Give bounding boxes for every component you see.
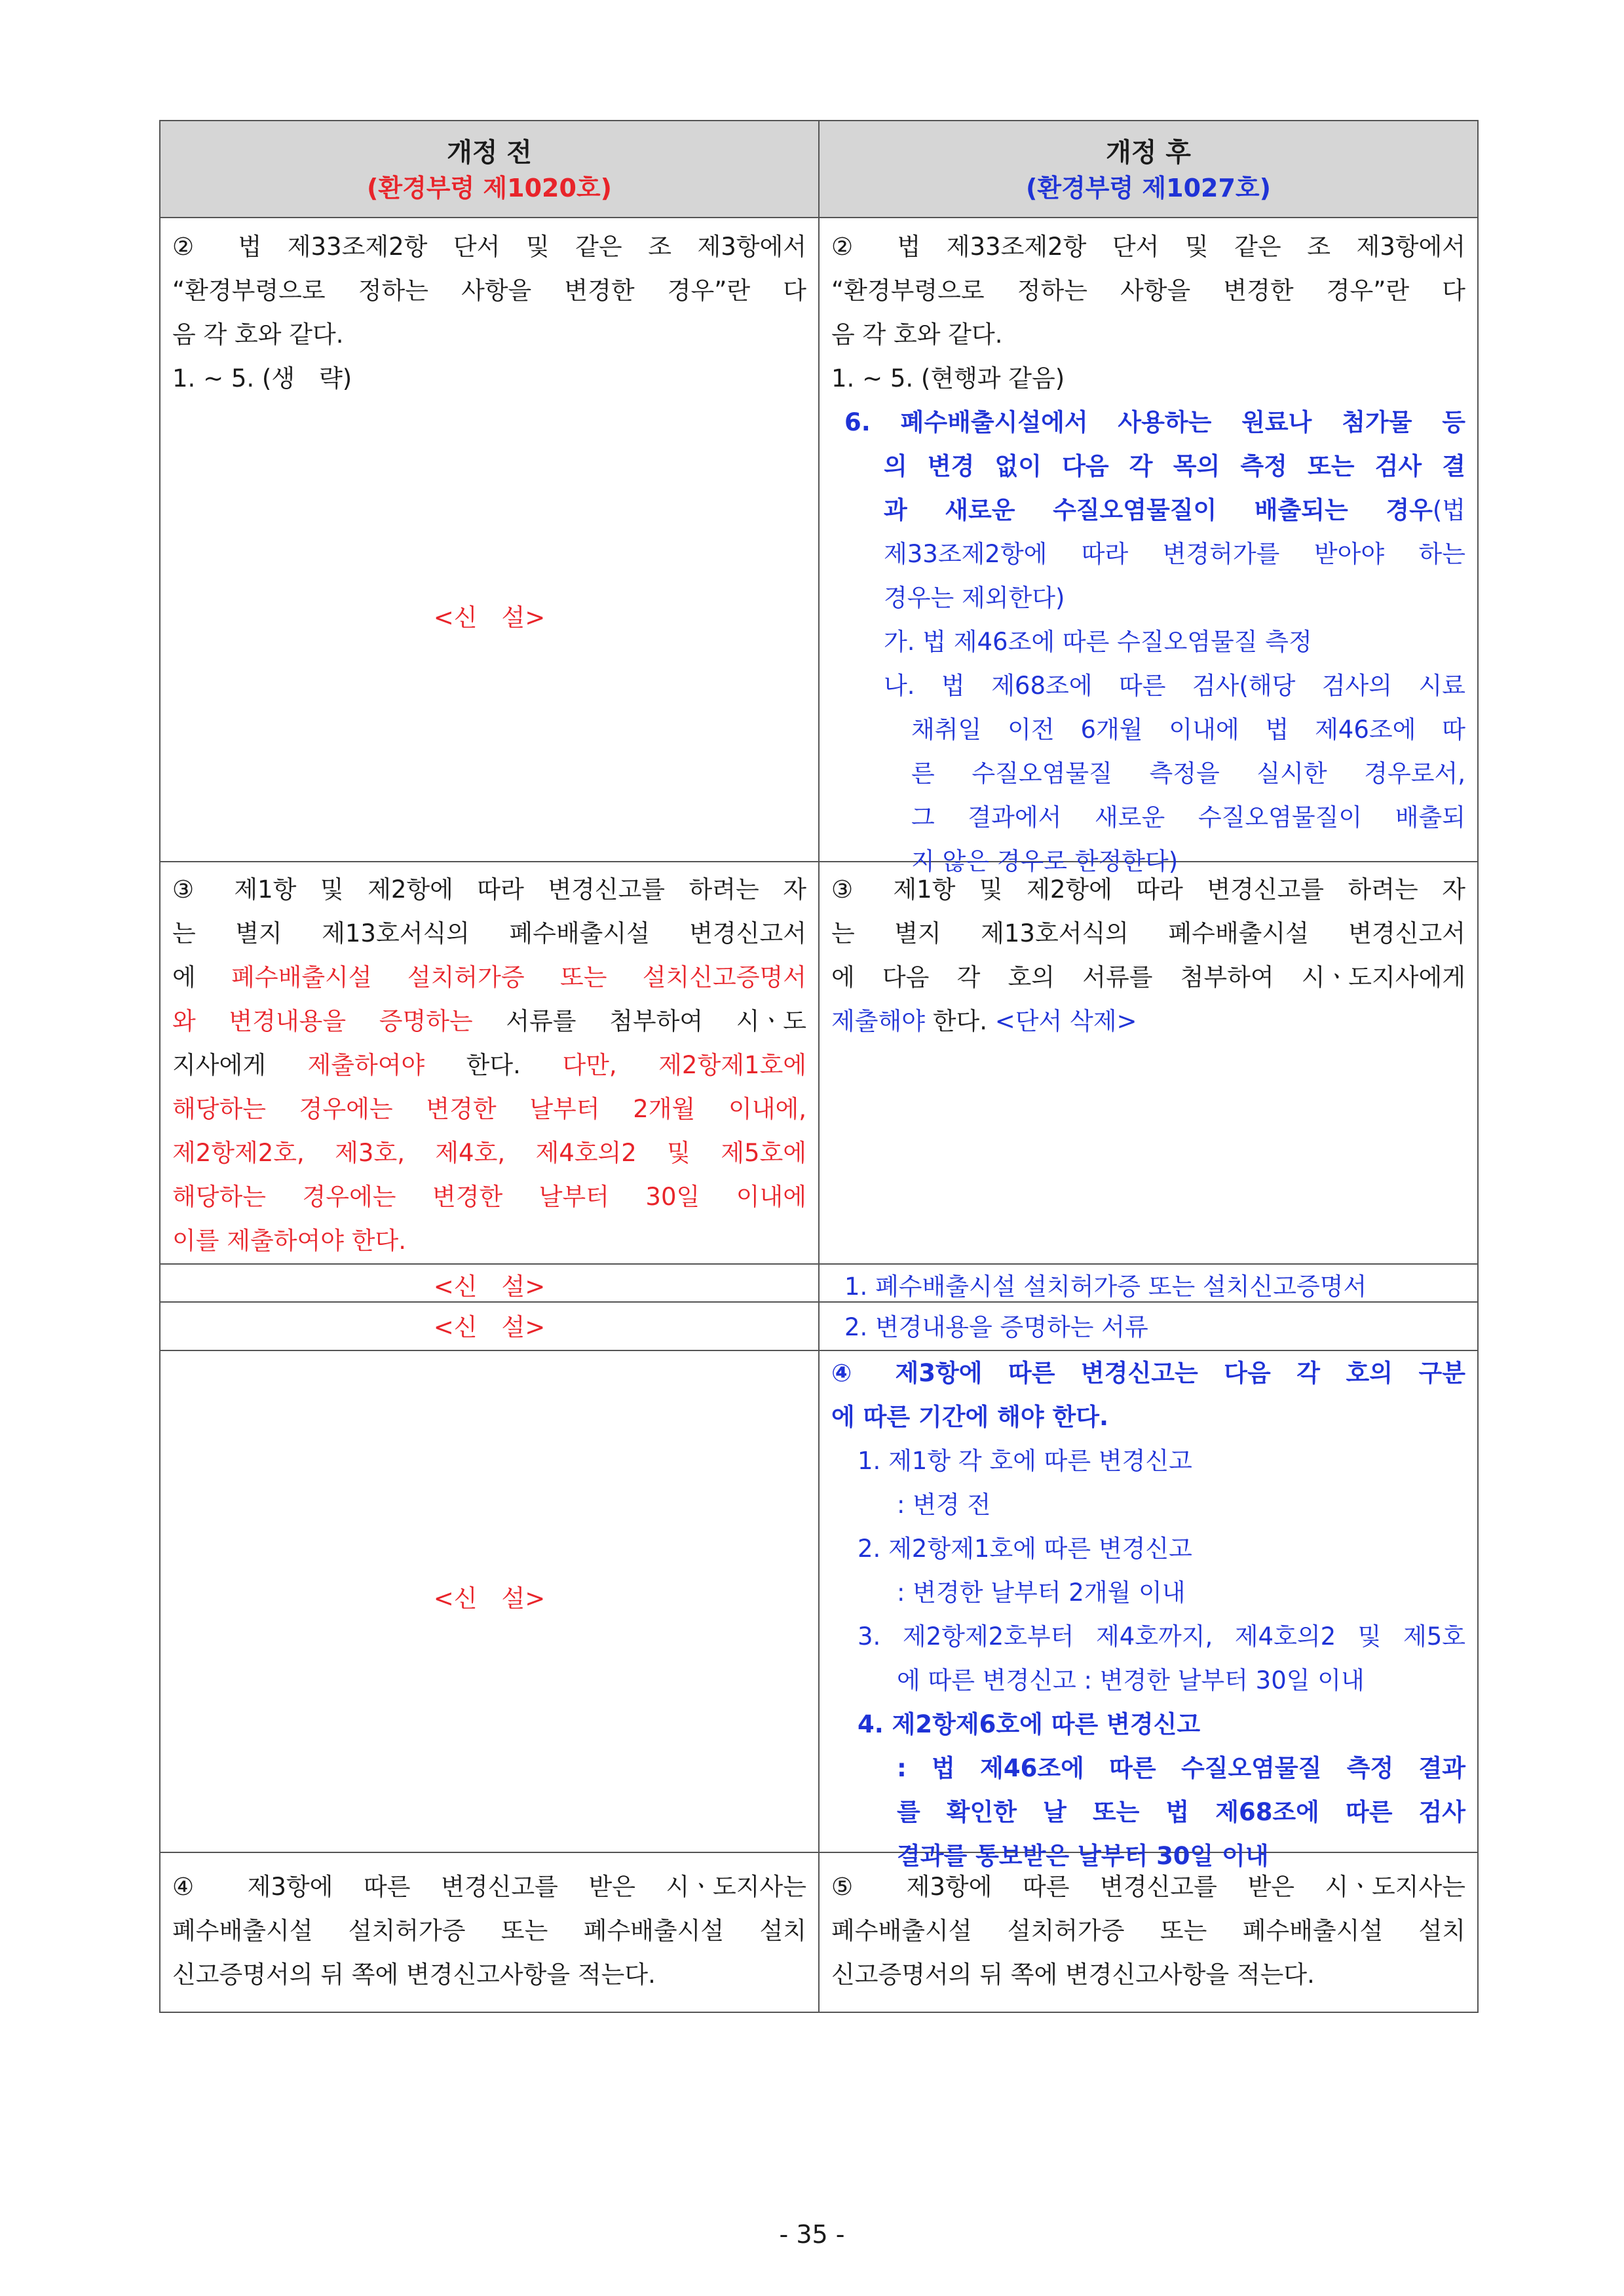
header-after-ref: (환경부령 제1027호) [1026,174,1271,202]
text-part: 서류를 첨부하여 시ㆍ도 [472,1007,806,1035]
item6-sub-a: 가. 법 제46조에 따른 수질오염물질 측정 [884,628,1312,656]
new-item-line: 2. 변경내용을 증명하는 서류 [844,1313,1148,1341]
row1-after-cell [819,218,1478,875]
row2-before-line [172,999,806,1043]
row4-after-cell [819,1302,1478,1350]
row2-before-line: 해당하는 경우에는 변경한 날부터 30일 이내에 [172,1183,806,1211]
table-row [160,218,1478,862]
page-number: - 35 - [779,2220,845,2249]
row2-after-line: 는 별지 제13호서식의 폐수배출시설 변경신고서 [831,919,1465,947]
row6-after-cell [819,1852,1478,2012]
table-header-row [160,121,1478,218]
header-after [819,121,1478,218]
row2-before-line: 는 별지 제13호서식의 폐수배출시설 변경신고서 [172,919,806,947]
table-row [160,1350,1478,1852]
table-row [160,1852,1478,2012]
new-item-line: : 변경한 날부터 2개월 이내 [897,1578,1186,1607]
proviso-deleted-note: <단서 삭제> [994,1007,1137,1035]
item6-sub-b: 른 수질오염물질 측정을 실시한 경우로서, [911,759,1465,788]
row2-before-line [172,1043,806,1087]
row6-before-line: 신고증명서의 뒤 쪽에 변경신고사항을 적는다. [172,1961,656,1989]
deleted-text: 다만, 제2항제1호에 [562,1051,806,1079]
new-item-line: : 법 제46조에 따른 수질오염물질 측정 결과 [897,1754,1465,1782]
row1-before-line: 1. ~ 5. (생 략) [172,364,352,392]
row2-after-line [831,999,1465,1043]
row2-after-cell [819,862,1478,1264]
item6-bold-part: 과 새로운 수질오염물질이 배출되는 경우 [884,496,1433,524]
row1-before-line: 음 각 호와 같다. [172,320,344,349]
table-row [160,862,1478,1264]
row2-before-cell [160,862,819,1264]
row2-after-line: 에 다음 각 호의 서류를 첨부하여 시ㆍ도지사에게 [831,963,1465,991]
row6-after-line: ⑤ 제3항에 따른 변경신고를 받은 시ㆍ도지사는 [831,1873,1465,1901]
table-row [160,1302,1478,1350]
row6-after-line: 폐수배출시설 설치허가증 또는 폐수배출시설 설치 [831,1917,1465,1945]
row3-after-cell [819,1264,1478,1302]
text-part: 지사에게 [172,1051,308,1079]
new-item-line: 1. 폐수배출시설 설치허가증 또는 설치신고증명서 [844,1272,1367,1301]
item6-line [831,488,1465,532]
row6-before-line: 폐수배출시설 설치허가증 또는 폐수배출시설 설치 [172,1917,806,1945]
row2-after-line: ③ 제1항 및 제2항에 따라 변경신고를 하려는 자 [831,875,1465,904]
deleted-text: 와 변경내용을 증명하는 [172,1007,473,1035]
row1-after-line: 음 각 호와 같다. [831,320,1003,349]
new-item-line: : 변경 전 [897,1491,991,1519]
new-item-line: 4. 제2항제6호에 따른 변경신고 [858,1710,1201,1738]
item6-line: 의 변경 없이 다음 각 목의 측정 또는 검사 결 [884,452,1465,480]
row3-before-cell [160,1264,819,1302]
item6-normal-part: (법 [1432,496,1465,524]
row6-after-line: 신고증명서의 뒤 쪽에 변경신고사항을 적는다. [831,1961,1315,1989]
row2-before-line: 해당하는 경우에는 변경한 날부터 2개월 이내에, [172,1095,806,1123]
item6-line: 제33조제2항에 따라 변경허가를 받아야 하는 [884,540,1465,568]
row5-before-cell [160,1350,819,1852]
deleted-text: 폐수배출시설 설치허가증 또는 설치신고증명서 [231,963,806,991]
header-after-title: 개정 후 [1106,138,1191,168]
item6-sub-b: 지 않은 경우로 한정한다) [911,847,1179,875]
new-provision-note: <신 설> [433,1272,546,1301]
new-paragraph-line: 에 따른 기간에 해야 한다. [831,1403,1109,1431]
amended-text: 제출해야 [831,1007,925,1035]
row4-before-cell [160,1302,819,1350]
header-before-ref: (환경부령 제1020호) [367,174,612,202]
item6-sub-b: 그 결과에서 새로운 수질오염물질이 배출되 [911,803,1465,832]
text-part: 한다. [425,1051,563,1079]
new-item-line: 3. 제2항제2호부터 제4호까지, 제4호의2 및 제5호 [858,1622,1465,1651]
table-row [160,1264,1478,1302]
new-item-line: 결과를 통보받은 날부터 30일 이내 [897,1842,1269,1870]
new-item-line: 에 따른 변경신고 : 변경한 날부터 30일 이내 [897,1666,1365,1694]
row1-before-line: “환경부령으로 정하는 사항을 변경한 경우”란 다 [172,277,806,305]
row1-before-line: ② 법 제33조제2항 단서 및 같은 조 제3항에서 [172,233,806,261]
row6-before-cell [160,1852,819,2012]
text-part: 에 [172,963,232,991]
row2-before-line [172,955,806,999]
new-provision-note: <신 설> [433,1313,546,1341]
new-item-line: 를 확인한 날 또는 법 제68조에 따른 검사 [897,1798,1465,1826]
item6-sub-b: 나. 법 제68조에 따른 검사(해당 검사의 시료 [884,672,1465,700]
item6-line: 경우는 제외한다) [884,584,1065,612]
new-item-line: 1. 제1항 각 호에 따른 변경신고 [858,1447,1192,1475]
row1-before-cell [160,218,819,862]
item6-sub-b: 채취일 이전 6개월 이내에 법 제46조에 따 [911,716,1465,744]
row1-after-line: 1. ~ 5. (현행과 같음) [831,364,1065,392]
row1-after-line: ② 법 제33조제2항 단서 및 같은 조 제3항에서 [831,233,1465,261]
row2-before-line: 이를 제출하여야 한다. [172,1227,406,1255]
row2-before-line: 제2항제2호, 제3호, 제4호, 제4호의2 및 제5호에 [172,1139,806,1167]
row2-before-line: ③ 제1항 및 제2항에 따라 변경신고를 하려는 자 [172,875,806,904]
new-provision-note: <신 설> [433,603,546,632]
header-before-title: 개정 전 [447,138,532,168]
amendment-comparison-table [159,120,1479,2013]
row5-after-cell [819,1350,1478,1870]
row6-before-line: ④ 제3항에 따른 변경신고를 받은 시ㆍ도지사는 [172,1873,806,1901]
text-part: 한다. [924,1007,995,1035]
header-before [160,121,819,218]
deleted-text: 제출하여야 [307,1051,425,1079]
new-provision-note: <신 설> [433,1584,546,1613]
new-paragraph-line: ④ 제3항에 따른 변경신고는 다음 각 호의 구분 [831,1359,1465,1387]
item6-line: 6. 폐수배출시설에서 사용하는 원료나 첨가물 등 [844,408,1465,436]
row1-after-line: “환경부령으로 정하는 사항을 변경한 경우”란 다 [831,277,1465,305]
new-item-line: 2. 제2항제1호에 따른 변경신고 [858,1535,1192,1563]
